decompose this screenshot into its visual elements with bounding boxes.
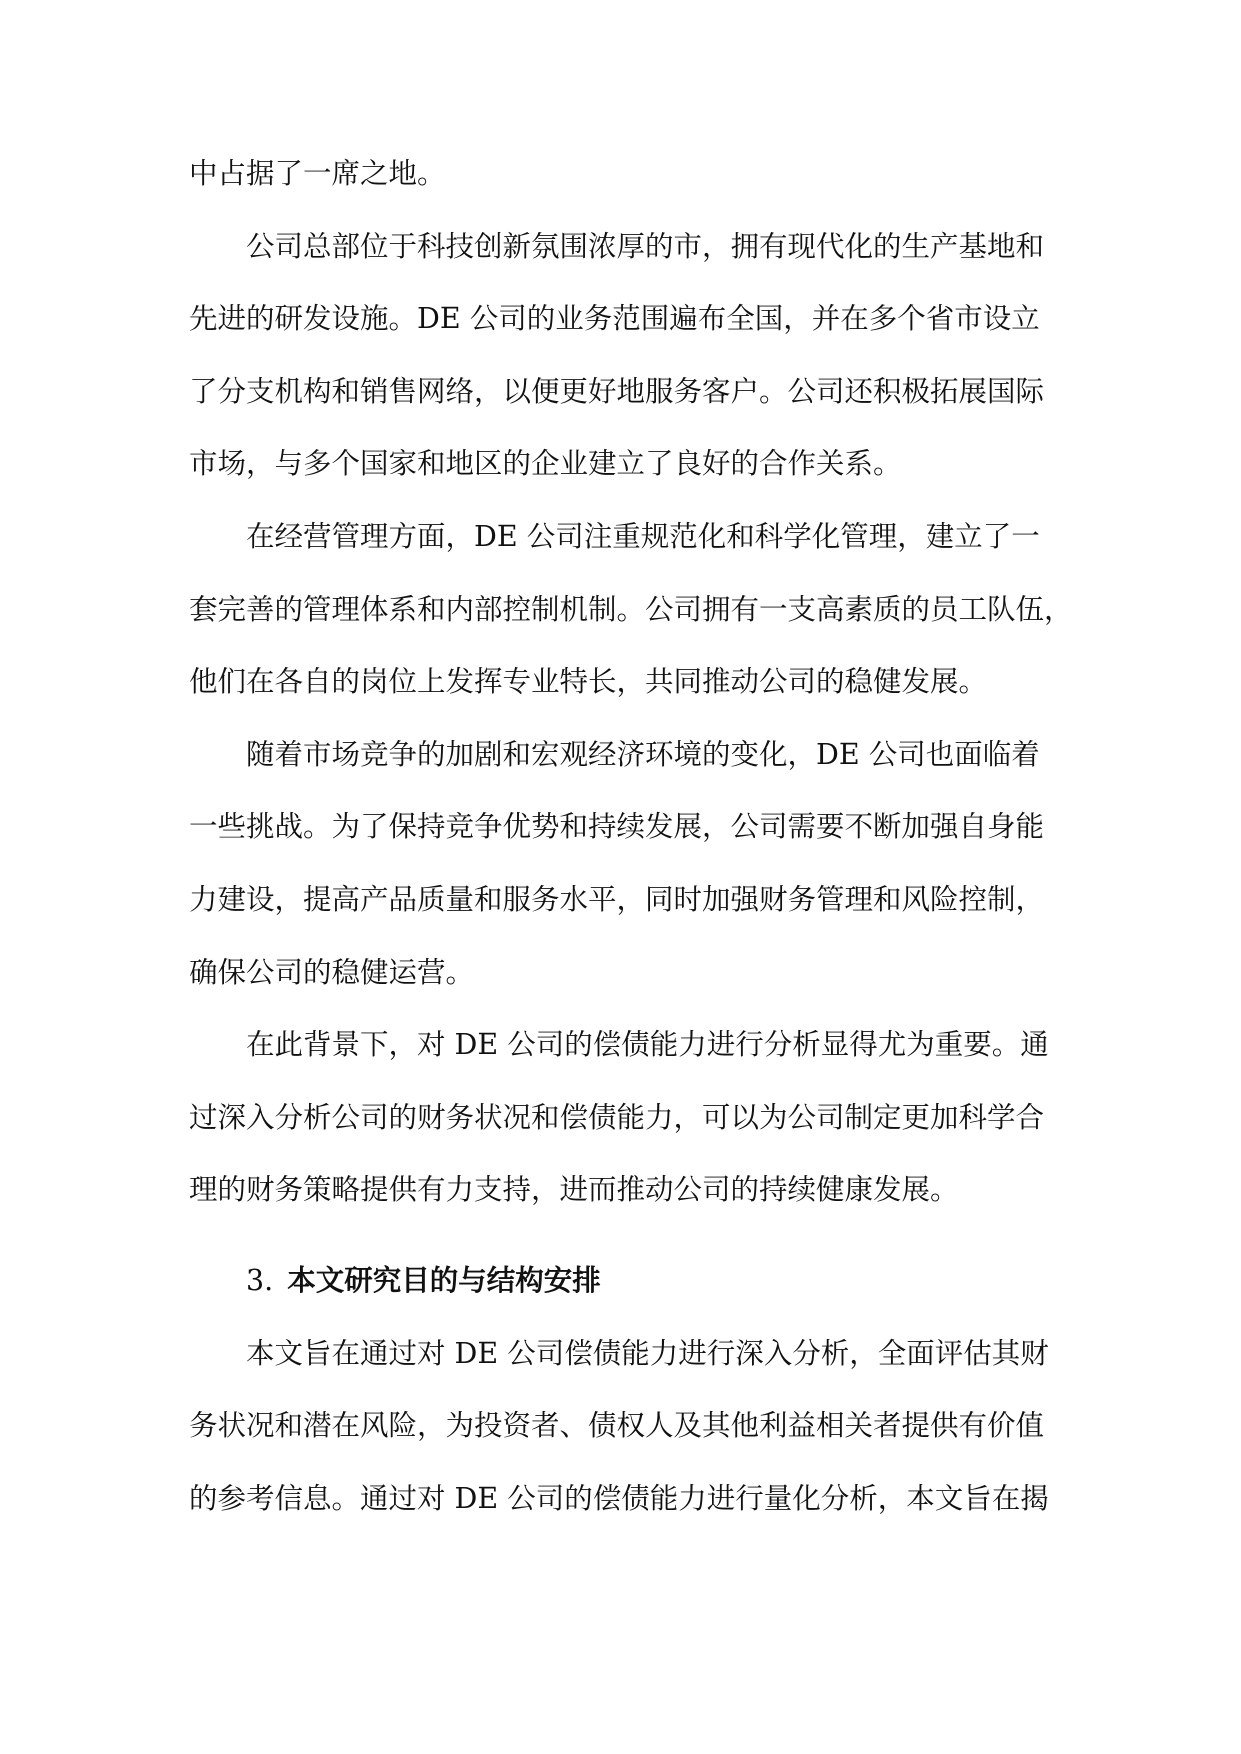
text-line: 力建设，提高产品质量和服务水平，同时加强财务管理和风险控制， (189, 882, 1045, 916)
text-line: 过深入分析公司的财务状况和偿债能力，可以为公司制定更加科学合 (189, 1100, 1045, 1134)
text-line: 本文旨在通过对 DE 公司偿债能力进行深入分析，全面评估其财 (246, 1336, 1049, 1370)
text-line: 在此背景下，对 DE 公司的偿债能力进行分析显得尤为重要。通 (246, 1028, 1049, 1062)
paragraph (189, 501, 1079, 719)
text-line: 套完善的管理体系和内部控制机制。公司拥有一支高素质的员工队伍， (189, 592, 1073, 626)
text-line: 先进的研发设施。DE 公司的业务范围遍布全国，并在多个省市设立 (189, 302, 1040, 336)
paragraph (189, 211, 1079, 501)
text-line: 在经营管理方面，DE 公司注重规范化和科学化管理，建立了一 (246, 519, 1040, 553)
paragraph (189, 1318, 1079, 1536)
section-title: 本文研究目的与结构安排 (287, 1263, 601, 1297)
text-line: 市场，与多个国家和地区的企业建立了良好的合作关系。 (189, 447, 902, 481)
text-line: 公司总部位于科技创新氛围浓厚的市，拥有现代化的生产基地和 (246, 229, 1045, 263)
paragraph (189, 138, 1079, 211)
paragraph (189, 719, 1079, 1009)
text-line: 的参考信息。通过对 DE 公司的偿债能力进行量化分析，本文旨在揭 (189, 1481, 1049, 1515)
spacer (189, 1227, 1079, 1245)
text-line: 了分支机构和销售网络，以便更好地服务客户。公司还积极拓展国际 (189, 374, 1045, 408)
text-line: 务状况和潜在风险，为投资者、债权人及其他利益相关者提供有价值 (189, 1409, 1045, 1443)
text-line: 理的财务策略提供有力支持，进而推动公司的持续健康发展。 (189, 1173, 959, 1207)
text-line: 中占据了一席之地。 (189, 157, 446, 190)
text-line: 一些挑战。为了保持竞争优势和持续发展，公司需要不断加强自身能 (189, 810, 1045, 844)
section-number: 3. (246, 1263, 274, 1297)
text-line: 他们在各自的岗位上发挥专业特长，共同推动公司的稳健发展。 (189, 665, 988, 699)
page-content (189, 138, 1079, 1535)
paragraph (189, 1009, 1079, 1227)
text-line: 确保公司的稳健运营。 (189, 955, 475, 989)
section-heading (189, 1245, 1079, 1318)
text-line: 随着市场竞争的加剧和宏观经济环境的变化，DE 公司也面临着 (246, 737, 1040, 771)
